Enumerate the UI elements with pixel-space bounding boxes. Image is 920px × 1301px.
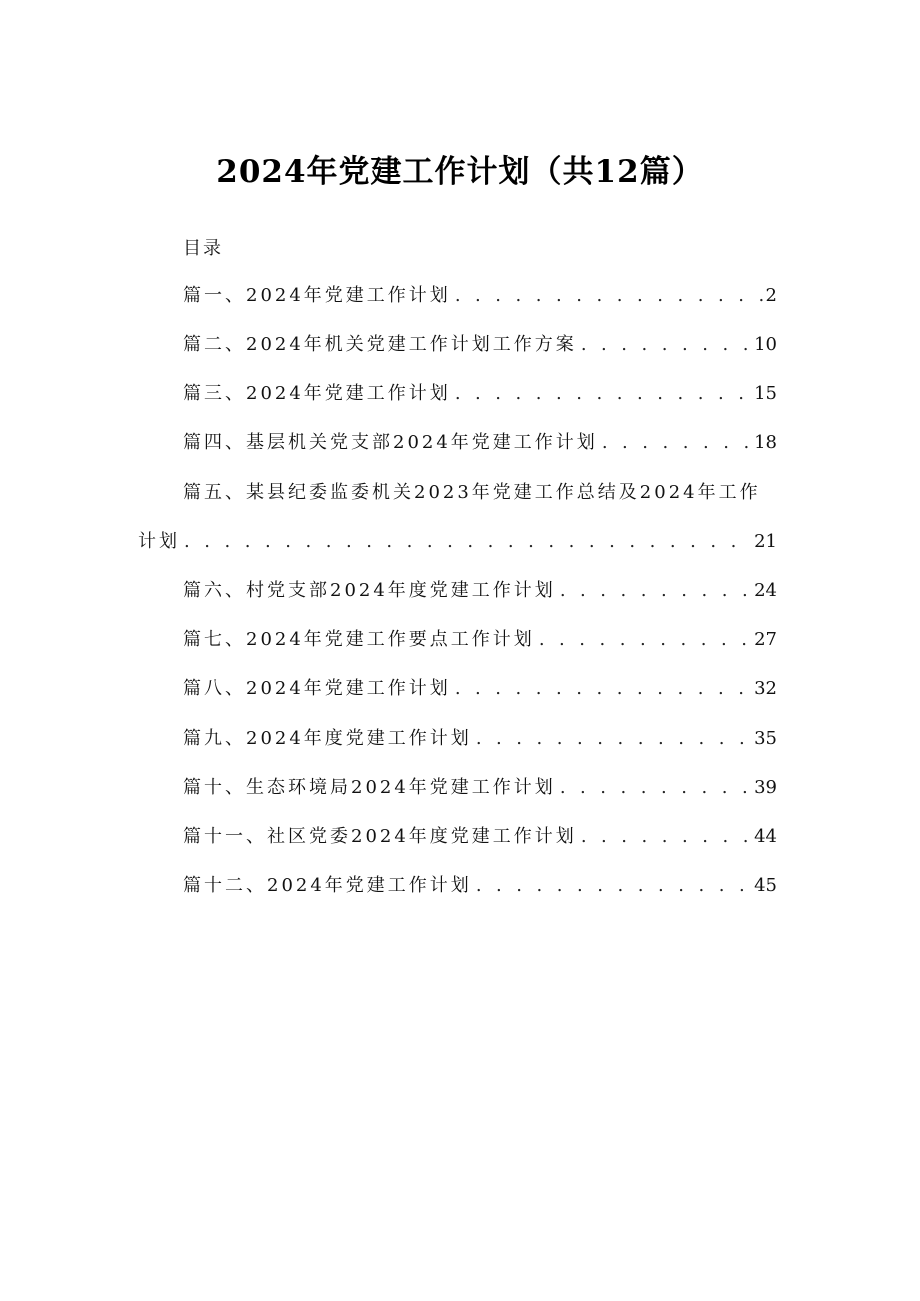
toc-leader-dots: [581, 823, 752, 851]
toc-entry-page: 27: [754, 629, 777, 650]
toc-entry-label: 篇十一、社区党委2024年度党建工作计划: [183, 826, 577, 847]
toc-entry-label: 篇九、2024年度党建工作计划: [183, 728, 472, 749]
toc-leader-dots: [602, 429, 752, 457]
toc-heading: 目录: [183, 238, 223, 259]
toc-entry-label: 篇一、2024年党建工作计划: [183, 285, 451, 306]
toc-entry-page: 21: [754, 531, 777, 552]
toc-entry[interactable]: [183, 725, 777, 753]
toc-entry[interactable]: [183, 429, 777, 457]
toc-entry-label: 篇三、2024年党建工作计划: [183, 383, 451, 404]
toc-entry-label-continuation: 计划: [138, 531, 180, 552]
toc-entry-label: 篇十二、2024年党建工作计划: [183, 875, 472, 896]
toc-entry-page: 2: [765, 285, 777, 306]
toc-entry-label-line1[interactable]: 篇五、某县纪委监委机关2023年党建工作总结及2024年工作: [183, 482, 761, 503]
toc-entry[interactable]: [183, 626, 777, 654]
toc-entry[interactable]: [183, 282, 777, 310]
toc-entry[interactable]: [183, 577, 777, 605]
toc-entry-page: 32: [754, 678, 777, 699]
toc-leader-dots: [476, 872, 752, 900]
toc-entry-label: 篇七、2024年党建工作要点工作计划: [183, 629, 535, 650]
toc-entry-page: 39: [754, 777, 777, 798]
toc-entry[interactable]: [138, 528, 777, 556]
toc-entry-page: 45: [754, 875, 777, 896]
toc-entry-page: 44: [754, 826, 777, 847]
toc-leader-dots: [184, 528, 752, 556]
toc-entry[interactable]: [183, 675, 777, 703]
toc-leader-dots: [539, 626, 752, 654]
toc-entry[interactable]: [183, 331, 777, 359]
toc-leader-dots: [455, 675, 752, 703]
toc-entry[interactable]: [183, 872, 777, 900]
toc-leader-dots: [476, 725, 752, 753]
toc-entry[interactable]: [183, 774, 777, 802]
toc-leader-dots: [455, 282, 764, 310]
toc-entry[interactable]: [183, 823, 777, 851]
toc-leader-dots: [455, 380, 752, 408]
toc-entry-label: 篇四、基层机关党支部2024年党建工作计划: [183, 432, 598, 453]
toc-entry-page: 24: [754, 580, 777, 601]
toc-entry-label: 篇十、生态环境局2024年党建工作计划: [183, 777, 556, 798]
toc-entry-page: 35: [754, 728, 777, 749]
toc-entry-page: 15: [754, 383, 777, 404]
toc-entry-page: 18: [754, 432, 777, 453]
document-title: 2024年党建工作计划（共12篇）: [216, 154, 704, 190]
toc-entry-label: 篇二、2024年机关党建工作计划工作方案: [183, 334, 577, 355]
toc-entry-label: 篇六、村党支部2024年度党建工作计划: [183, 580, 556, 601]
toc-leader-dots: [581, 331, 752, 359]
toc-entry-page: 10: [754, 334, 777, 355]
toc-entry-label: 篇八、2024年党建工作计划: [183, 678, 451, 699]
toc-entry[interactable]: [183, 380, 777, 408]
toc-leader-dots: [560, 577, 752, 605]
toc-leader-dots: [560, 774, 752, 802]
